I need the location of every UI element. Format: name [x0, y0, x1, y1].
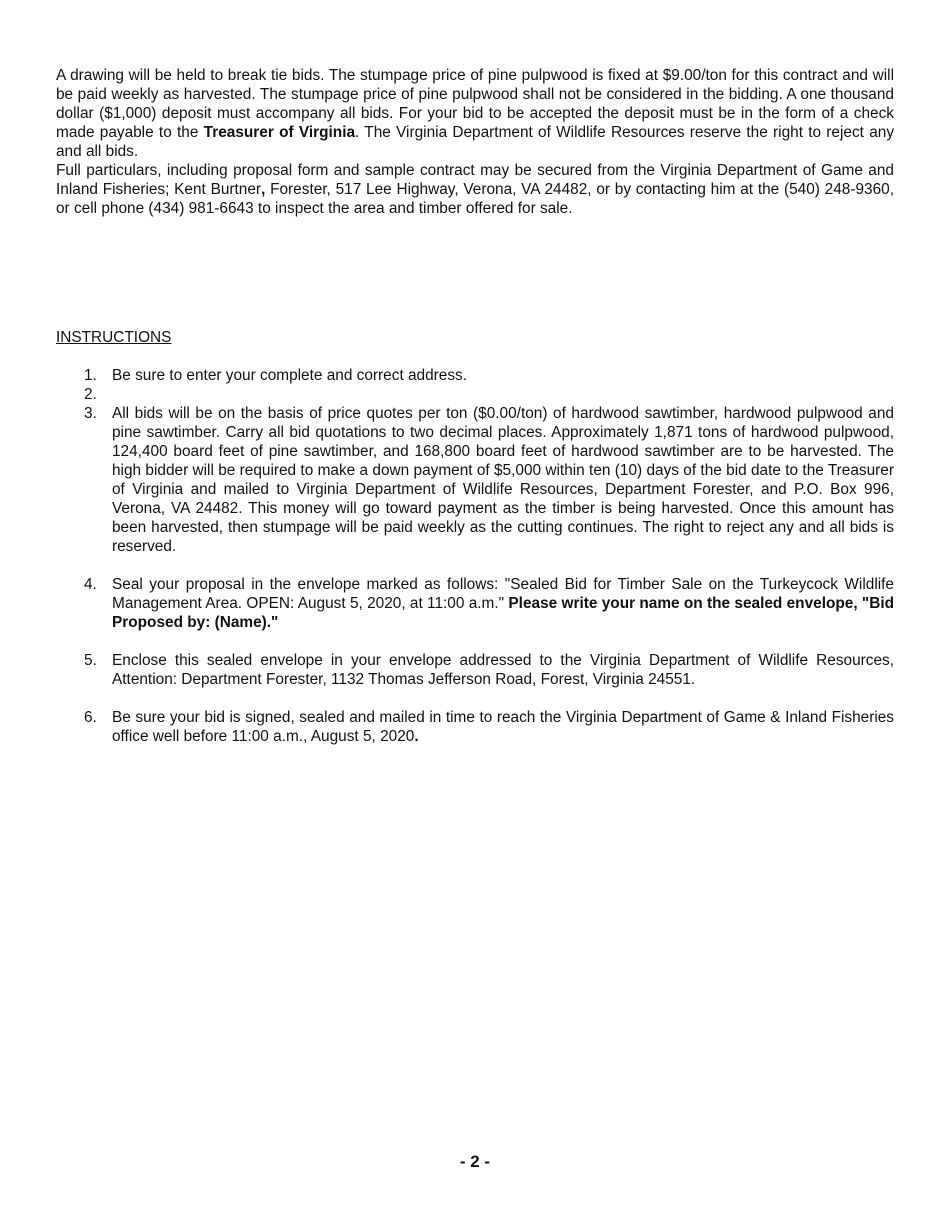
intro-section	[56, 66, 894, 218]
instructions-heading: INSTRUCTIONS	[56, 329, 172, 346]
item-number: 5.	[84, 652, 97, 669]
item-number: 1.	[84, 367, 97, 384]
item-number: 3.	[84, 405, 97, 422]
item-text: All bids will be on the basis of price quotes per ton ($0.00/ton) of hardwood sawtimber, hardwood pulpwood and pine sawtimber. Carry all bid quotations to two decimal places. Approximately 1,871 tons of hardwood pulpwood, 124,400 board feet of pine sawtimber, and 168,800 board feet of hardwood sawtimber are to be harvested. The high bidder will be required to make a down payment of $5,000 within ten (10) days of the bid date to the Treasurer of Virginia and mailed to Virginia Department of Wildlife Resources, Department Forester, and P.O. Box 996, Verona, VA 24482. This money will go toward payment as the timber is being harvested. Once this amount has been harvested, then stumpage will be paid weekly as the cutting continues. The right to reject any and all bids is reserved.	[112, 405, 894, 555]
intro-paragraph-particulars	[56, 161, 894, 218]
item-number: 6.	[84, 709, 97, 726]
item-bold-text: .	[414, 728, 419, 745]
item-text: Be sure to enter your complete and correct address.	[112, 367, 468, 384]
item-bold-text: Please write your name on the sealed envelope, "Bid Proposed by: (Name)."	[112, 595, 894, 631]
particulars-text: Full particulars, including proposal form and sample contract may be secured from the Virginia Department of Game and Inland Fisheries; Kent Burtner	[56, 162, 894, 198]
item-text: Enclose this sealed envelope in your envelope addressed to the Virginia Department of Wildlife Resources, Attention: Department Forester, 1132 Thomas Jefferson Road, Forest, Virginia 24551.	[112, 652, 894, 688]
intro-text-end: . The Virginia Department of Wildlife Resources reserve the right to reject any and all bids.	[56, 124, 895, 160]
instructions-list	[56, 366, 894, 746]
page-number: - 2 -	[459, 1152, 491, 1171]
particulars-text-end: Forester, 517 Lee Highway, Verona, VA 24482, or by contacting him at the (540) 248-9360, or cell phone (434) 981-6643 to inspect the area and timber offered for sale.	[56, 181, 894, 217]
item-number: 2.	[84, 386, 97, 403]
instruction-item	[56, 708, 894, 746]
instruction-item	[56, 651, 894, 689]
instruction-item	[56, 575, 894, 632]
item-text: Seal your proposal in the envelope marked as follows: "Sealed Bid for Timber Sale on the Turkeycock Wildlife Management Area. OPEN: August 5, 2020, at 11:00 a.m."	[112, 576, 894, 612]
intro-text: A drawing will be held to break tie bids. The stumpage price of pine pulpwood is fixed at $9.00/ton for this contract and will be paid weekly as harvested. The stumpage price of pine pulpwood shall not be considered in the bidding. A one thousand dollar ($1,000) deposit must accompany all bids. For your bid to be accepted the deposit must be in the form of a check made payable to the	[56, 67, 894, 141]
instruction-item	[56, 366, 894, 385]
instruction-item	[56, 404, 894, 556]
intro-paragraph-bids	[56, 66, 894, 161]
treasurer-bold-text: Treasurer of Virginia	[203, 124, 356, 141]
particulars-comma: ,	[261, 181, 266, 198]
instruction-item	[56, 385, 894, 404]
item-text: Be sure your bid is signed, sealed and mailed in time to reach the Virginia Department of Game & Inland Fisheries office well before 11:00 a.m., August 5, 2020	[112, 709, 894, 745]
item-number: 4.	[84, 576, 97, 593]
